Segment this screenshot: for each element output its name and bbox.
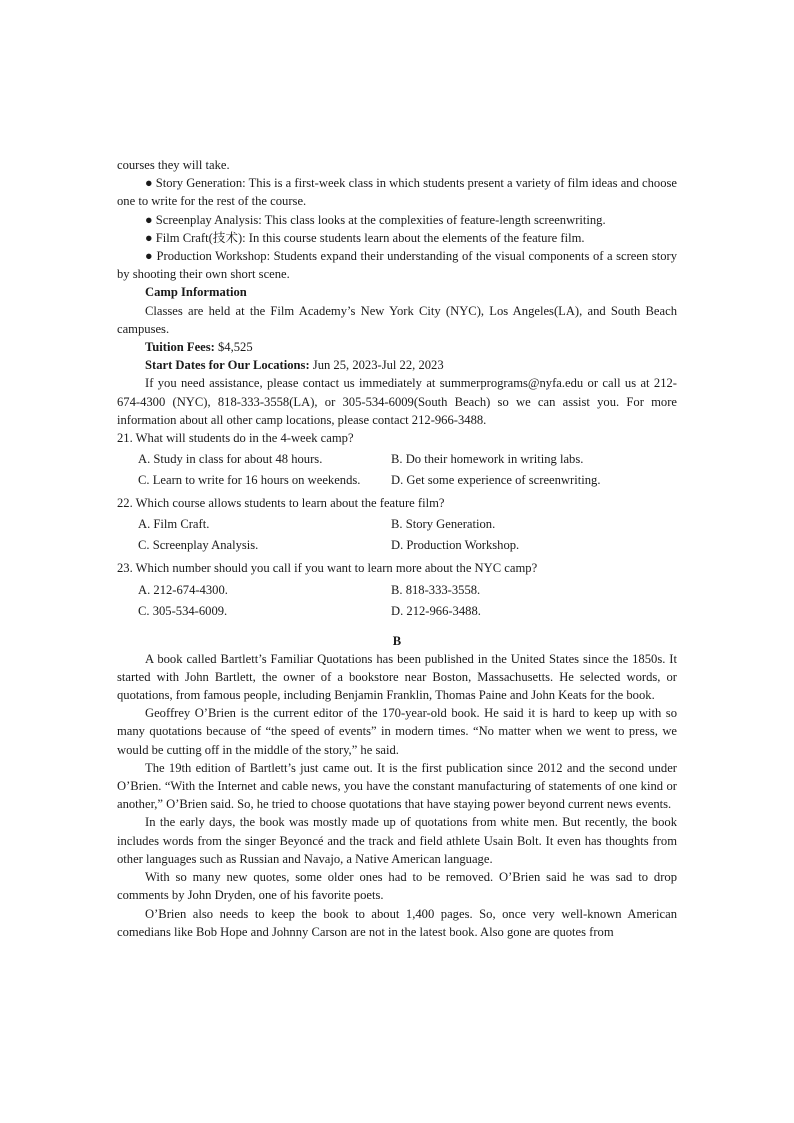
tuition-value: $4,525 [214,340,253,355]
dates-line [117,356,677,374]
question-22-stem: 22. Which course allows students to learn about the feature film? [117,496,445,511]
passage-b-paragraph: With so many new quotes, some older ones had to be removed. O’Brien said he was sad to drop comments by John Dryden, one of his favorite poets. [117,870,677,903]
passage-b-paragraph: In the early days, the book was mostly made up of quotations from white men. But recently, the book includes words from the singer Beyoncé and the track and field athlete Usain Bolt. It even has thoughts from other languages such as Russian and Navajo, a Native American language. [117,815,677,866]
passage-b-paragraph: The 19th edition of Bartlett’s just came out. It is the first publication since 2012 and the second under O’Brien. “With the Internet and cable news, you have the constant manufacturing of statements of one kind or another,” O’Brien said. So, he tried to choose quotations that have staying power beyond current news events. [117,760,677,812]
q21-option-b: B. Do their homework in writing labs. [391,452,584,467]
q23-option-b: B. 818-333-3558. [391,582,481,597]
intro-tail: courses they will take. [117,158,230,172]
passage-b-paragraph: O’Brien also needs to keep the book to about 1,400 pages. So, once very well-known American comedians like Bob Hope and Johnny Carson are not in the latest book. Also gone are quotes from [117,906,677,939]
tuition-label: Tuition Fees: [145,340,215,355]
section-b-title: B [392,633,402,648]
question-23-stem: 23. Which number should you call if you want to learn more about the NYC camp? [117,561,538,576]
exam-page [117,156,677,941]
q22-option-d: D. Production Workshop. [391,538,520,553]
q23-option-a: A. 212-674-4300. [138,582,228,597]
q21-option-d: D. Get some experience of screenwriting. [391,473,601,488]
q23-option-d: D. 212-966-3488. [391,603,481,618]
tuition-line [117,338,677,356]
question-21-options [117,449,677,491]
passage-b-paragraph: A book called Bartlett’s Familiar Quotations has been published in the United States since the 1850s. It started with John Bartlett, the owner of a bookstore near Boston, Massachusetts. He selected words, or quotations, from famous people, including Benjamin Franklin, Thomas Paine and John Keats for the book. [117,651,677,703]
q22-option-c: C. Screenplay Analysis. [138,538,259,553]
dates-value: Jun 25, 2023-Jul 22, 2023 [309,358,444,373]
question-21-stem: 21. What will students do in the 4-week camp? [117,431,354,446]
q23-option-c: C. 305-534-6009. [138,603,228,618]
course-production-workshop: ● Production Workshop: Students expand their understanding of the visual components of a screen story by shooting their own short scene. [117,249,677,282]
question-23-options [117,580,677,622]
passage-b-paragraph: Geoffrey O’Brien is the current editor of the 170-year-old book. He said it is hard to keep up with so many quotations because of “the speed of events” in modern times. “No matter when we went to press, we would be cutting off in the middle of the story,” he said. [117,706,677,757]
camp-info-text: Classes are held at the Film Academy’s New York City (NYC), Los Angeles(LA), and South Beach campuses. [117,303,677,336]
course-story-generation: ● Story Generation: This is a first-week class in which students present a variety of film ideas and choose one to write for the rest of the course. [117,176,677,209]
camp-info-heading: Camp Information [145,285,247,300]
q22-option-a: A. Film Craft. [138,517,210,532]
question-22-options [117,514,677,556]
q22-option-b: B. Story Generation. [391,517,496,532]
contact-text: If you need assistance, please contact us immediately at summerprograms@nyfa.edu or call us at 212-674-4300 (NYC), 818-333-3558(LA), or 305-534-6009(South Beach) so we can assist you. For more information about all other camp locations, please contact 212-966-3488. [117,376,677,427]
course-screenplay-analysis: ● Screenplay Analysis: This class looks at the complexities of feature-length screenwriting. [145,212,606,227]
course-film-craft: ● Film Craft(技术): In this course students learn about the elements of the feature film. [145,230,585,245]
q21-option-c: C. Learn to write for 16 hours on weekends. [138,473,361,488]
dates-label: Start Dates for Our Locations: [145,358,310,373]
q21-option-a: A. Study in class for about 48 hours. [138,452,323,467]
